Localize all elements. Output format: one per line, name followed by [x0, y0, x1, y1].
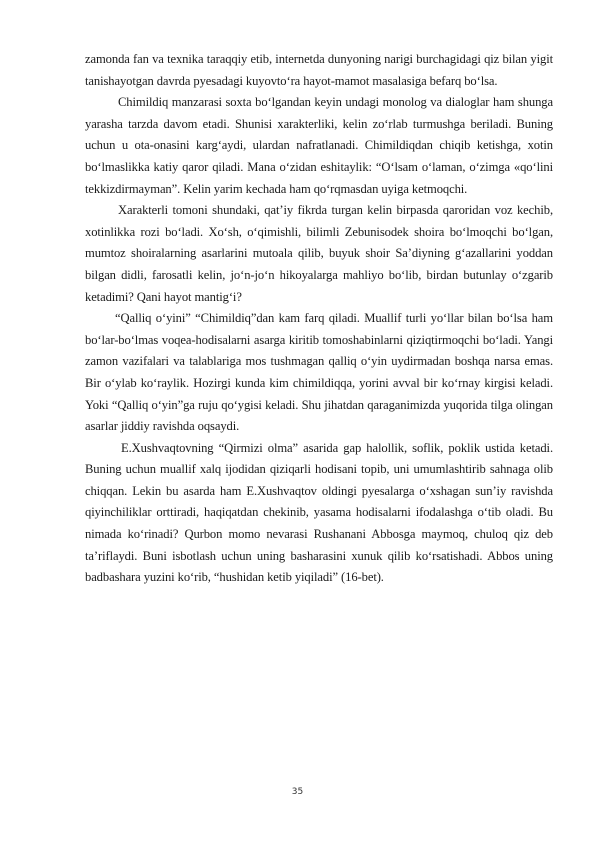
- paragraph-qirmizi-olma: E.Xushvaqtovning “Qirmizi olma” asarida gap halollik, soflik, poklik ustida ketadi. Buning uchun muallif xalq ijodidan qiziqarli hodisani topib, uni umumlashtirib sahnaga olib chiqqan. Lekin bu asarda ham E.Xushvaqtov oldingi pyesalarga o‘xshagan sun’iy ravishda qiyinchiliklar orttiradi, haqiqatdan chekinib, yasama hodisalarni ifodalashga o‘tib oladi. Bu nimada ko‘rinadi? Qurbon momo nevarasi Rushanani Abbosga maymoq, chuloq qiz deb ta’riflaydi. Buni isbotlash uchun uning basharasini xunuk qilib ko‘rsatishadi. Abbos uning badbashara yuzini ko‘rib, “hushidan ketib yiqiladi” (16-bet).: [85, 440, 553, 585]
- document-body: [85, 49, 553, 589]
- paragraph-qalliq-oyini: “Qalliq o‘yini” “Chimildiq”dan kam farq qiladi. Muallif turli yo‘llar bilan bo‘lsa ham bo‘lar-bo‘lmas voqea-hodisalarni asarga kiritib tomoshabinlarni qiziqtirmoqchi bo‘ladi. Yangi zamon vazifalari va talablariga mos tushmagan qalliq o‘yin uydirmadan boshqa narsa emas. Bir o‘ylab ko‘raylik. Hozirgi kunda kim chimildiqqa, yorini avval bir ko‘rnay kirgisi keladi. Yoki “Qalliq o‘yin”ga ruju qo‘ygisi keladi. Shu jihatdan qaraganimizda yuqorida tilga olingan asarlar jiddiy ravishda oqsaydi.: [85, 311, 553, 434]
- paragraph-chimildiq-scene: Chimildiq manzarasi soxta bo‘lgandan keyin undagi monolog va dialoglar ham shunga yarasha tarzda davom etadi. Shunisi xarakterliki, kelin zo‘rlab turmushga beriladi. Buning uchun u ota-onasini karg‘aydi, ulardan nafratlanadi. Chimildiqdan chiqib ketishga, xotin bo‘lmaslikka katiy qaror qiladi. Mana o‘zidan eshitaylik: “O‘lsam o‘laman, o‘zimga «qo‘lini tekkizdirmayman”. Kelin yarim kechada ham qo‘rqmasdan uyiga ketmoqchi.: [85, 95, 553, 196]
- paragraph-continuation: zamonda fan va texnika taraqqiy etib, internetda dunyoning narigi burchagidagi qiz bilan yigit tanishayotgan davrda pyesadagi kuyovto‘ra hayot-mamot masalasiga befarq bo‘lsa.: [85, 52, 553, 88]
- page-number: 35: [291, 787, 304, 797]
- paragraph-bride-decision: Xarakterli tomoni shundaki, qat’iy fikrda turgan kelin birpasda qaroridan voz kechib, xotinlikka rozi bo‘ladi. Xo‘sh, o‘qimishli, bilimli Zebunisodek shoira bo‘lmoqchi bo‘lgan, mumtoz shoiralarning asarlarini mutoala qilib, buyuk shoir Sa’diyning g‘azallarini yoddan bilgan didli, farosatli kelin, jo‘n-jo‘n hikoyalarga mahliyo bo‘lib, birdan butunlay o‘zgarib ketadimi? Qani hayot mantig‘i?: [85, 203, 553, 304]
